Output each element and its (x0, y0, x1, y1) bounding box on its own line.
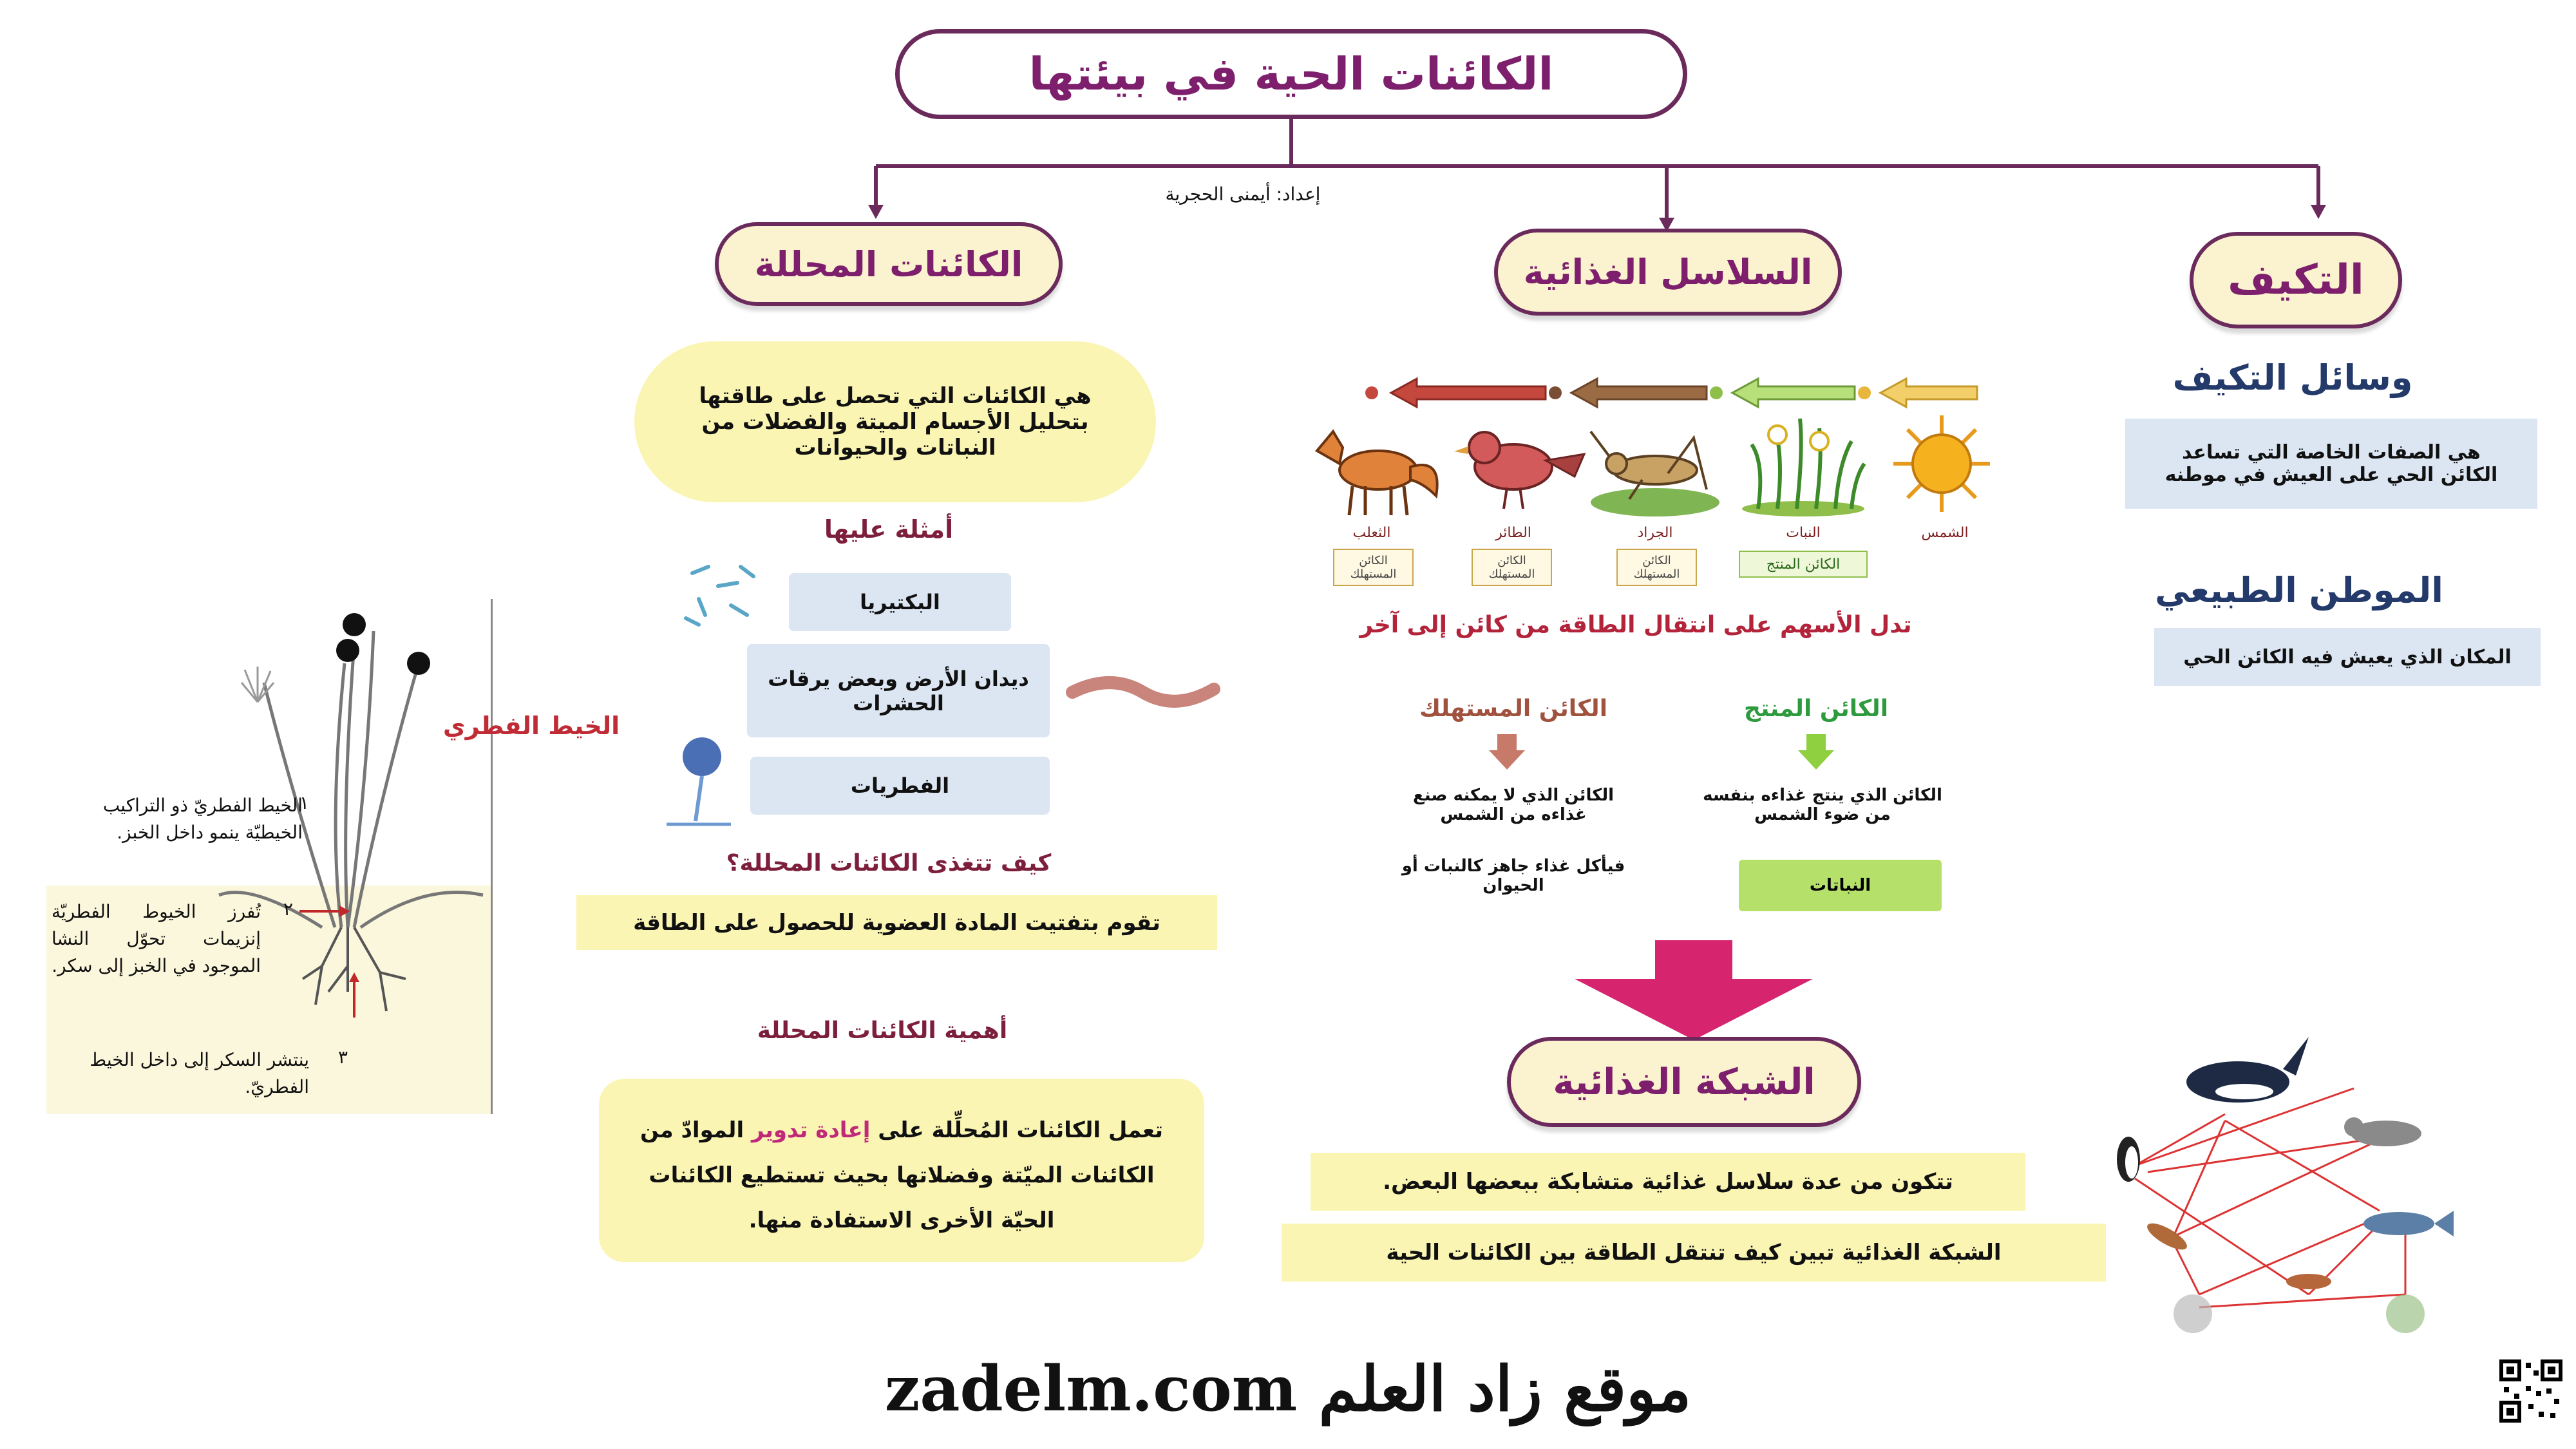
consumer-arrow (1488, 734, 1526, 773)
food-chains-heading: السلاسل الغذائية (1494, 229, 1842, 316)
importance-pre: تعمل الكائنات المُحلِّلة على (870, 1117, 1164, 1143)
importance-post: الموادّ من الكائنات الميّتة وفضلاتها بحيث تستطيع الكائنات الحيّة الأخرى الاستفادة منها. (639, 1117, 1155, 1233)
fungus-note2: تُفرز الخيوط الفطريّة إنزيمات تحوّل النشا الموجود في الخبز إلى سكر. (52, 901, 261, 976)
chain-label-plant: النبات (1786, 525, 1821, 541)
chain-label-sun: الشمس (1921, 525, 1969, 541)
bird-icon (1454, 432, 1584, 509)
chain-label-bird: الطائر (1495, 525, 1531, 541)
examples-heading: أمثلة عليها (824, 515, 954, 544)
food-web-heading: الشبكة الغذائية (1507, 1037, 1861, 1127)
chain-tag-grasshopper: الكائن المستهلك (1616, 549, 1697, 586)
food-web-line2: الشبكة الغذائية تبين كيف تنتقل الطاقة بين الكائنات الحية (1282, 1224, 2106, 1282)
footer-site: موقع زاد العلم zadelm.com (884, 1352, 1692, 1425)
note2-arrow (299, 902, 351, 921)
feeding-heading: كيف تتغذى الكائنات المحللة؟ (726, 850, 1052, 876)
panel-edge (491, 599, 493, 1114)
penguin-icon (2117, 1137, 2140, 1182)
importance-heading: أهمية الكائنات المحللة (757, 1018, 1008, 1044)
adaptation-means-def: هي الصفات الخاصة التي تساعد الكائن الحي على العيش في موطنه (2125, 419, 2537, 509)
chain-tag-bird: الكائن المستهلك (1472, 549, 1552, 586)
producer-def: الكائن الذي ينتج غذاءه بنفسه من ضوء الشمس (1703, 786, 1942, 824)
chain-label-fox: الثعلب (1352, 525, 1391, 541)
earthworm-icon (1066, 667, 1220, 724)
fungus-label: الخيط الفطري (442, 712, 620, 740)
importance-text (599, 1079, 1204, 1262)
fungus-note2-num: ٢ (283, 898, 294, 920)
arrows-caption: تدل الأسهم على انتقال الطاقة من كائن إلى آخر (1359, 612, 1912, 638)
mold-icon (660, 731, 737, 834)
example-worms: ديدان الأرض وبعض يرقات الحشرات (747, 644, 1050, 737)
importance-highlight: إعادة تدوير (751, 1117, 871, 1143)
habitat-def: المكان الذي يعيش فيه الكائن الحي (2154, 628, 2541, 686)
food-web-line1: تتكون من عدة سلاسل غذائية متشابكة ببعضها البعض. (1311, 1153, 2025, 1211)
fungus-note1: الخيط الفطريّ ذو التراكيب الخيطيّة ينمو داخل الخبز. (102, 795, 303, 843)
adaptation-heading: التكيف (2190, 232, 2402, 328)
phytoplankton-icon (2386, 1294, 2425, 1333)
whale-icon (2186, 1037, 2309, 1103)
sun-icon (1893, 415, 1990, 512)
spore-tuft-icon (238, 663, 277, 708)
fish-icon (2363, 1211, 2454, 1236)
grass-icon (1742, 419, 1864, 516)
decomposers-heading: الكائنات المحللة (715, 222, 1063, 306)
down-arrow (1571, 940, 1816, 1043)
fox-icon (1317, 431, 1437, 515)
producer-example: النباتات (1739, 860, 1942, 911)
chain-label-grasshopper: الجراد (1637, 525, 1673, 541)
consumer-heading: الكائن المستهلك (1419, 696, 1608, 722)
krill-icon (2286, 1274, 2331, 1289)
author-credit: إعداد: أيمنى الحجرية (1165, 184, 1321, 205)
decomposers-definition: هي الكائنات التي تحصل على طاقتها بتحليل الأجسام الميتة والفضلات من النباتات والحيوانات (634, 341, 1156, 502)
example-fungi: الفطريات (750, 757, 1050, 815)
feeding-text: تقوم بتفتيت المادة العضوية للحصول على الطاقة (576, 895, 1217, 950)
chain-organisms (1307, 412, 2003, 522)
qr-code-icon (2499, 1359, 2563, 1423)
habitat-heading: الموطن الطبيعي (2155, 570, 2443, 611)
zooplankton-icon (2174, 1294, 2212, 1333)
consumer-def: الكائن الذي لا يمكنه صنع غذاءه من الشمس (1413, 786, 1614, 824)
producer-arrow (1797, 734, 1835, 773)
grasshopper-icon (1591, 431, 1719, 516)
consumer-example: فيأكل غذاء جاهز كالنبات أو الحيوان (1401, 857, 1625, 895)
chain-tag-fox: الكائن المستهلك (1333, 549, 1414, 586)
adaptation-means-heading: وسائل التكيف (2172, 357, 2413, 398)
producer-heading: الكائن المنتج (1743, 696, 1889, 722)
bacteria-icon (679, 554, 763, 631)
chain-arrows (1352, 367, 1996, 419)
fungus-note3-num: ٣ (338, 1046, 348, 1068)
fungus-note3: ينتشر السكر إلى داخل الخيط الفطريّ. (90, 1049, 309, 1097)
chain-tag-plant: الكائن المنتج (1739, 551, 1868, 578)
example-bacteria: البكتيريا (789, 573, 1011, 631)
squid-icon (2144, 1218, 2191, 1255)
fungus-note1-num: ١ (299, 792, 310, 813)
food-web-diagram (2096, 1024, 2512, 1385)
page-title: الكائنات الحية في بيئتها (1028, 48, 1554, 100)
